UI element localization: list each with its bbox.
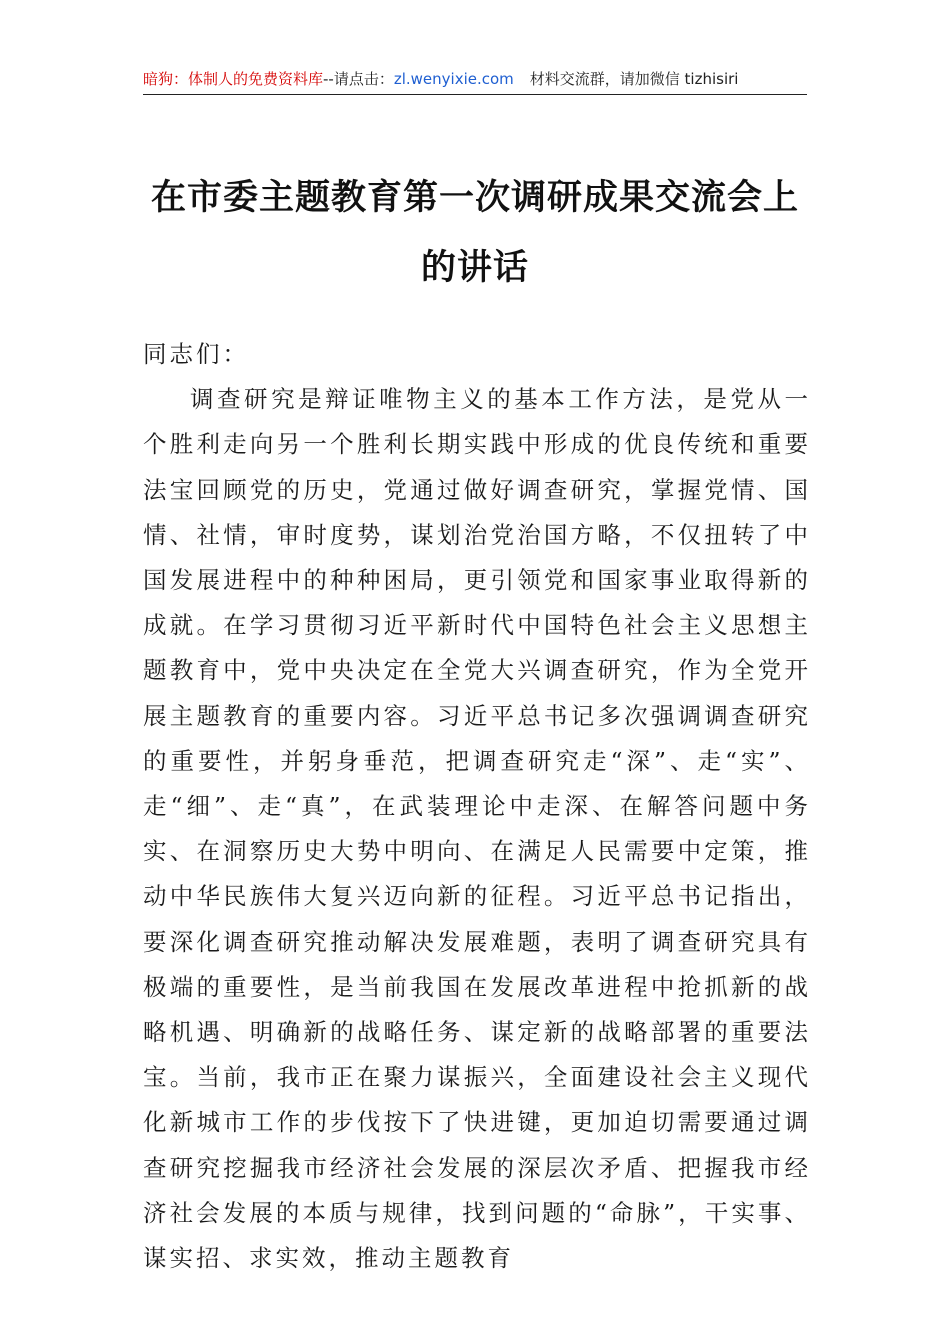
header-prompt: --请点击：	[323, 70, 394, 88]
header-brand: 暗狗：体制人的免费资料库	[143, 70, 324, 88]
header-link[interactable]: zl.wenyixie.com	[393, 70, 514, 88]
document-body	[143, 332, 811, 1281]
document-title: 在市委主题教育第一次调研成果交流会上的讲话	[150, 177, 799, 289]
page-header	[143, 68, 807, 95]
body-paragraph: 调查研究是辩证唯物主义的基本工作方法，是党从一个胜利走向另一个胜利长期实践中形成的优良传统和重要法宝回顾党的历史，党通过做好调查研究，掌握党情、国情、社情，审时度势，谋划治党治国方略，不仅扭转了中国发展进程中的种种困局，更引领党和国家事业取得新的成就。在学习贯彻习近平新时代中国特色社会主义思想主题教育中，党中央决定在全党大兴调查研究，作为全党开展主题教育的重要内容。习近平总书记多次强调调查研究的重要性，并躬身垂范，把调查研究走“深”、走“实”、走“细”、走“真”，在武装理论中走深、在解答问题中务实、在洞察历史大势中明向、在满足人民需要中定策，推动中华民族伟大复兴迈向新的征程。习近平总书记指出，要深化调查研究推动解决发展难题，表明了调查研究具有极端的重要性，是当前我国在发展改革进程中抢抓新的战略机遇、明确新的战略任务、谋定新的战略部署的重要法宝。当前，我市正在聚力谋振兴，全面建设社会主义现代化新城市工作的步伐按下了快进键，更加迫切需要通过调查研究挖掘我市经济社会发展的深层次矛盾、把握我市经济社会发展的本质与规律，找到问题的“命脉”，干实事、谋实招、求实效，推动主题教育	[143, 385, 811, 1273]
salutation: 同志们：	[143, 340, 249, 368]
header-contact: 材料交流群，请加微信 tizhisiri	[529, 70, 739, 88]
